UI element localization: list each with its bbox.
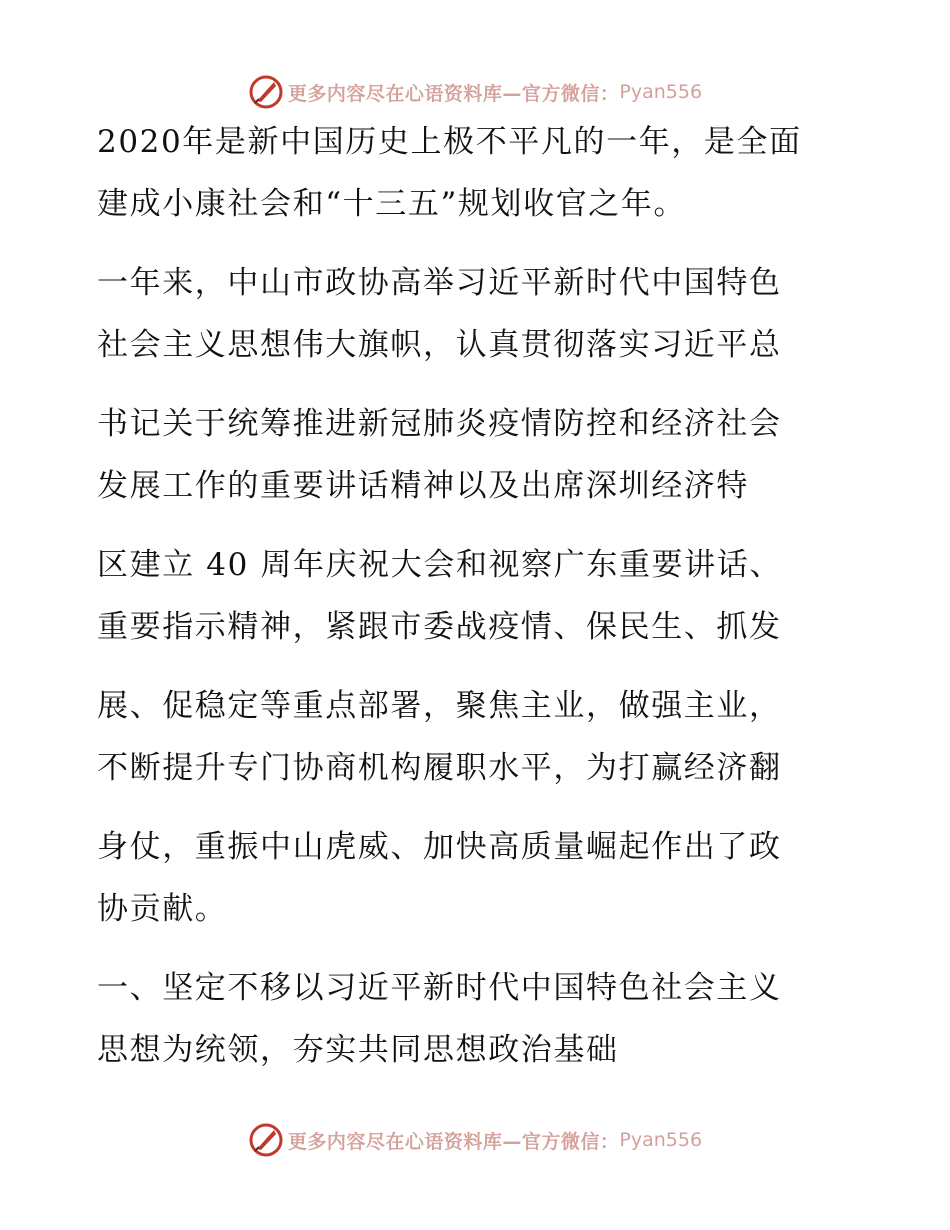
text-line-9: 展、促稳定等重点部署，聚焦主业，做强主业， <box>97 688 782 724</box>
watermark-text: 更多内容尽在心语资料库—官方微信： <box>287 1130 620 1153</box>
watermark-handle: Pyan556 <box>619 1129 703 1151</box>
text-line-6: 发展工作的重要讲话精神以及出席深圳经济特 <box>97 468 749 504</box>
text-line-3: 一年来，中山市政协高举习近平新时代中国特色 <box>97 265 782 301</box>
text-line-14: 思想为统领，夯实共同思想政治基础 <box>97 1032 619 1068</box>
text-line-7: 区建立 40 周年庆祝大会和视察广东重要讲话、 <box>97 547 782 583</box>
text-line-1: 2020年是新中国历史上极不平凡的一年，是全面 <box>97 124 802 160</box>
quill-logo-icon <box>248 74 284 110</box>
text-line-13: 一、坚定不移以习近平新时代中国特色社会主义 <box>97 970 782 1006</box>
watermark-handle: Pyan556 <box>619 81 703 103</box>
text-line-10: 不断提升专门协商机构履职水平，为打赢经济翻 <box>97 750 782 786</box>
text-line-5: 书记关于统筹推进新冠肺炎疫情防控和经济社会 <box>97 406 782 442</box>
text-line-4: 社会主义思想伟大旗帜，认真贯彻落实习近平总 <box>97 327 782 363</box>
document-body <box>97 126 857 1067</box>
quill-logo-icon <box>248 1122 284 1158</box>
watermark-text: 更多内容尽在心语资料库—官方微信： <box>287 82 620 105</box>
text-line-11: 身仗，重振中山虎威、加快高质量崛起作出了政 <box>97 829 782 865</box>
footer-watermark <box>0 1120 950 1160</box>
text-line-8: 重要指示精神，紧跟市委战疫情、保民生、抓发 <box>97 609 782 645</box>
text-line-12: 协贡献。 <box>97 891 228 927</box>
header-watermark <box>0 72 950 112</box>
text-line-2: 建成小康社会和“十三五”规划收官之年。 <box>97 186 687 222</box>
